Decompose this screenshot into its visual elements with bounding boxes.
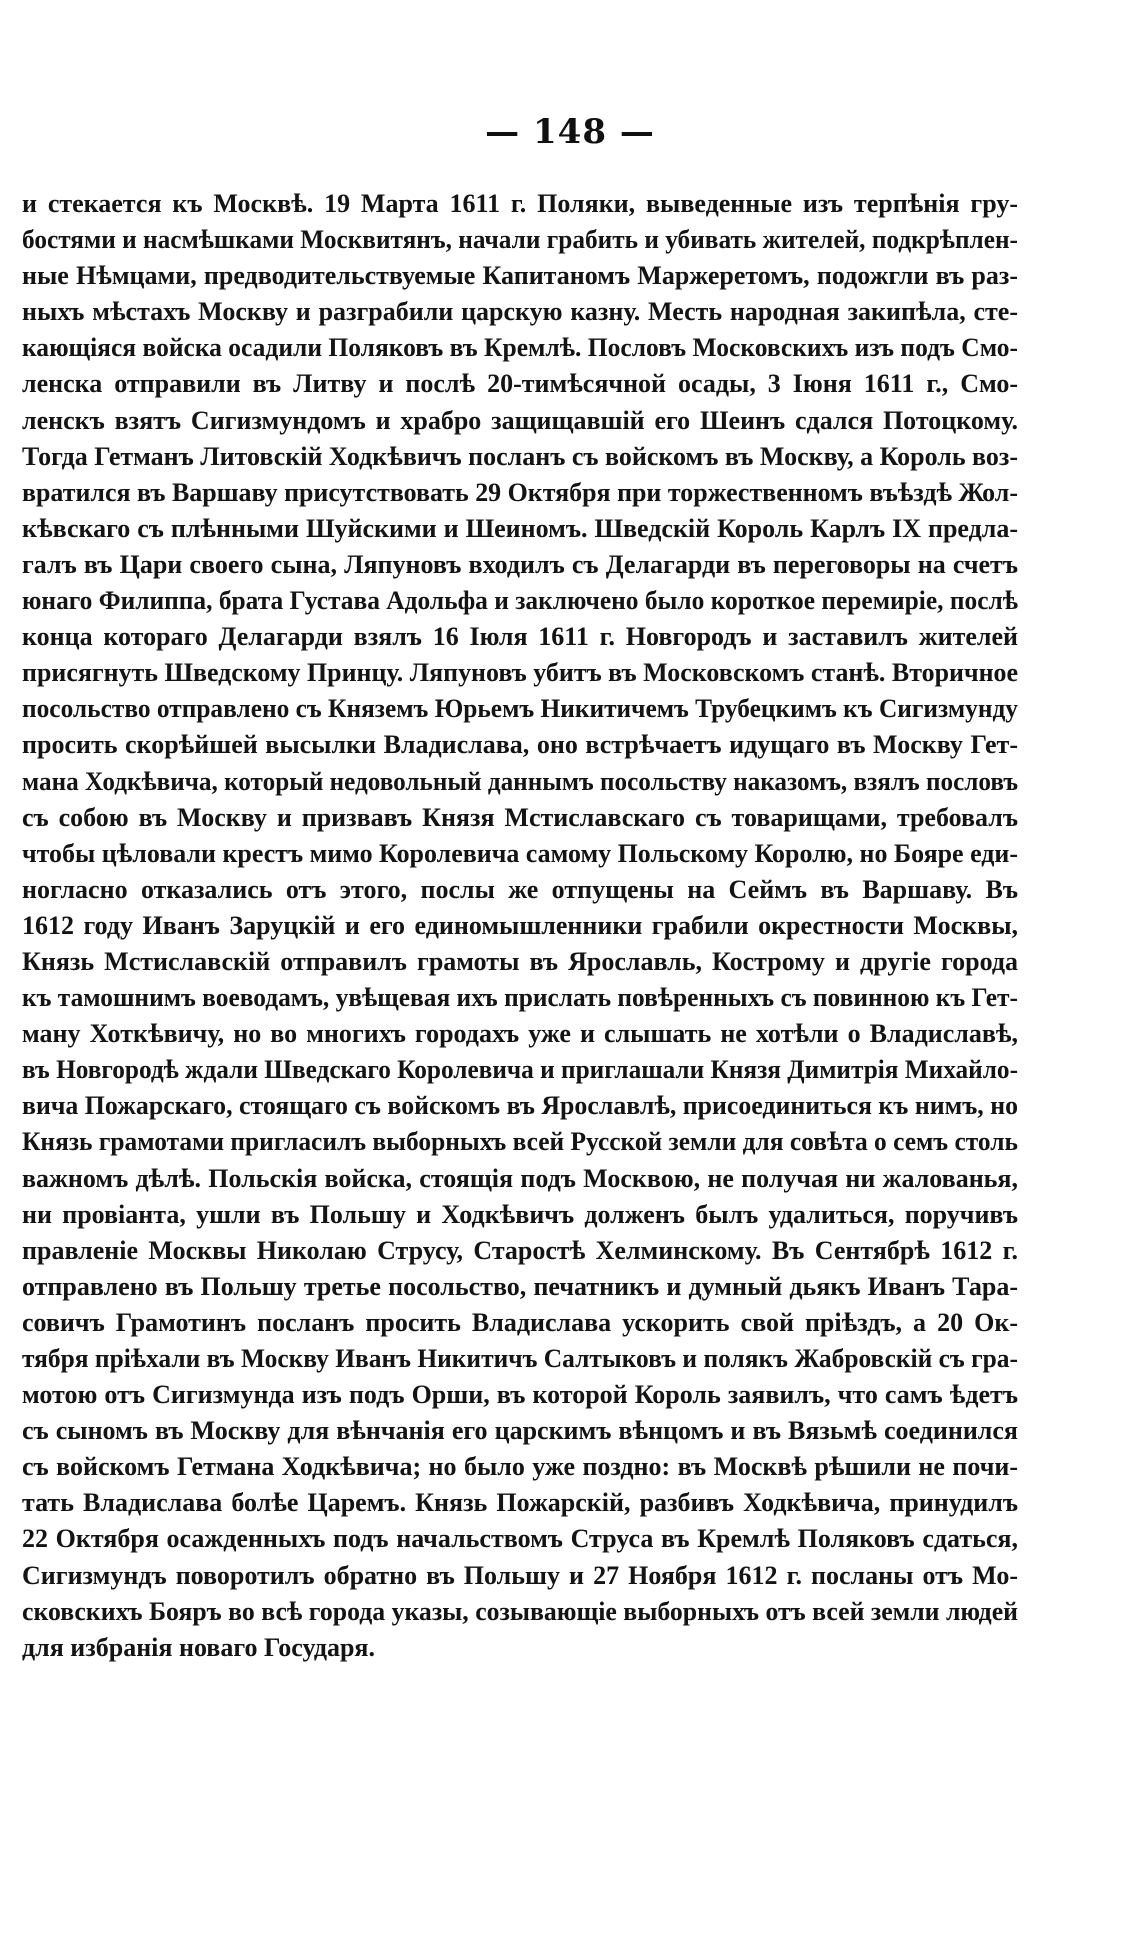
text-line: кѣвскаго съ плѣнными Шуйскими и Шеиномъ. Шведскій Король Карлъ IX предла- xyxy=(22,513,1018,543)
text-line: ни провіанта, ушли въ Польшу и Ходкѣвичъ долженъ былъ удалиться, поручивъ xyxy=(22,1199,1018,1229)
text-line: ленскъ взятъ Сигизмундомъ и храбро защищавшій его Шеинъ сдался Потоцкому. xyxy=(22,405,1018,435)
text-line: Тогда Гетманъ Литовскій Ходкѣвичъ посланъ съ войскомъ въ Москву, а Король воз- xyxy=(22,441,1018,471)
text-line: съ собою въ Москву и призвавъ Князя Мстиславскаго съ товарищами, требовалъ xyxy=(22,802,1018,832)
text-line: бостями и насмѣшками Москвитянъ, начали грабить и убивать жителей, подкрѣплен- xyxy=(22,225,1018,255)
text-line: галъ въ Цари своего сына, Ляпуновъ входилъ съ Делагарди въ переговоры на счетъ xyxy=(22,549,1018,579)
text-line: съ войскомъ Гетмана Ходкѣвича; но было уже поздно: въ Москвѣ рѣшили не почи- xyxy=(22,1452,1018,1482)
text-line: отправлено въ Польшу третье посольство, печатникъ и думный дьякъ Иванъ Тара- xyxy=(22,1271,1018,1301)
text-line: тября пріѣхали въ Москву Иванъ Никитичъ Салтыковъ и полякъ Жабровскій съ гра- xyxy=(22,1344,1018,1373)
text-line: Князь Мстиславскій отправилъ грамоты въ Ярославль, Кострому и другіе города xyxy=(22,946,1018,976)
text-line: присягнуть Шведскому Принцу. Ляпуновъ убитъ въ Московскомъ станѣ. Вторичное xyxy=(22,658,1018,688)
text-line: для избранія новаго Государя. xyxy=(22,1632,375,1662)
text-line: къ тамошнимъ воеводамъ, увѣщевая ихъ прислать повѣренныхъ съ повинною къ Гет- xyxy=(22,983,1018,1013)
text-line: мана Ходкѣвича, который недовольный даннымъ посольству наказомъ, взялъ пословъ xyxy=(22,766,1018,796)
text-line: правленіе Москвы Николаю Струсу, Старостѣ Хелминскому. Въ Сентябрѣ 1612 г. xyxy=(22,1235,1018,1265)
text-line: просить скорѣйшей высылки Владислава, оно встрѣчаетъ идущаго въ Москву Гет- xyxy=(22,730,1018,760)
page-number: — 148 — xyxy=(485,112,655,152)
body-text xyxy=(22,186,1018,1666)
text-line: Сигизмундъ поворотилъ обратно въ Польшу и 27 Ноября 1612 г. посланы отъ Мо- xyxy=(22,1560,1018,1590)
text-line: чтобы цѣловали крестъ мимо Королевича самому Польскому Королю, но Бояре еди- xyxy=(22,838,1018,868)
text-line: съ сыномъ въ Москву для вѣнчанія его царскимъ вѣнцомъ и въ Вязьмѣ соединился xyxy=(22,1416,1018,1446)
text-line: совичъ Грамотинъ посланъ просить Владислава ускорить свой пріѣздъ, а 20 Ок- xyxy=(22,1307,1018,1337)
text-line: 22 Октября осажденныхъ подъ начальствомъ Струса въ Кремлѣ Поляковъ сдаться, xyxy=(22,1524,1018,1554)
text-line: ногласно отказались отъ этого, послы же отпущены на Сеймъ въ Варшаву. Въ xyxy=(22,874,1018,904)
text-line: посольство отправлено съ Княземъ Юрьемъ Никитичемъ Трубецкимъ къ Сигизмунду xyxy=(22,694,1018,724)
text-line: Князь грамотами пригласилъ выборныхъ всей Русской земли для совѣта о семъ столь xyxy=(22,1127,1018,1157)
text-line: конца котораго Делагарди взялъ 16 Іюля 1611 г. Новгородъ и заставилъ жителей xyxy=(22,622,1018,652)
text-line: важномъ дѣлѣ. Польскія войска, стоящія подъ Москвою, не получая ни жалованья, xyxy=(22,1163,1018,1193)
text-line: вратился въ Варшаву присутствовать 29 Октября при торжественномъ въѣздѣ Жол- xyxy=(22,477,1018,507)
text-line: ные Нѣмцами, предводительствуемые Капитаномъ Маржеретомъ, подожгли въ раз- xyxy=(22,261,1018,291)
text-line: ленска отправили въ Литву и послѣ 20-тимѣсячной осады, 3 Іюня 1611 г., Смо- xyxy=(22,369,1018,399)
text-line: ману Хоткѣвичу, но во многихъ городахъ уже и слышать не хотѣли о Владиславѣ, xyxy=(22,1019,1018,1049)
text-line: тать Владислава болѣе Царемъ. Князь Пожарскій, разбивъ Ходкѣвича, принудилъ xyxy=(22,1488,1018,1518)
text-line: юнаго Филиппа, брата Густава Адольфа и заключено было короткое перемиріе, послѣ xyxy=(22,586,1018,616)
text-line: и стекается къ Москвѣ. 19 Марта 1611 г. Поляки, выведенные изъ терпѣнія гру- xyxy=(22,189,1018,218)
text-line: сковскихъ Бояръ во всѣ города указы, созывающіе выборныхъ отъ всей земли людей xyxy=(22,1596,1018,1626)
text-line: 1612 году Иванъ Заруцкій и его единомышленники грабили окрестности Москвы, xyxy=(22,910,1018,940)
text-line: въ Новгородѣ ждали Шведскаго Королевича и приглашали Князя Димитрія Михайло- xyxy=(22,1055,1018,1085)
text-line: вича Пожарскаго, стоящаго съ войскомъ въ Ярославлѣ, присоединиться къ нимъ, но xyxy=(22,1091,1018,1121)
text-line: ныхъ мѣстахъ Москву и разграбили царскую казну. Месть народная закипѣла, сте- xyxy=(22,297,1018,327)
text-line: кающіяся войска осадили Поляковъ въ Кремлѣ. Пословъ Московскихъ изъ подъ Смо- xyxy=(22,333,1018,363)
text-line: мотою отъ Сигизмунда изъ подъ Орши, въ которой Король заявилъ, что самъ ѣдетъ xyxy=(22,1380,1018,1410)
